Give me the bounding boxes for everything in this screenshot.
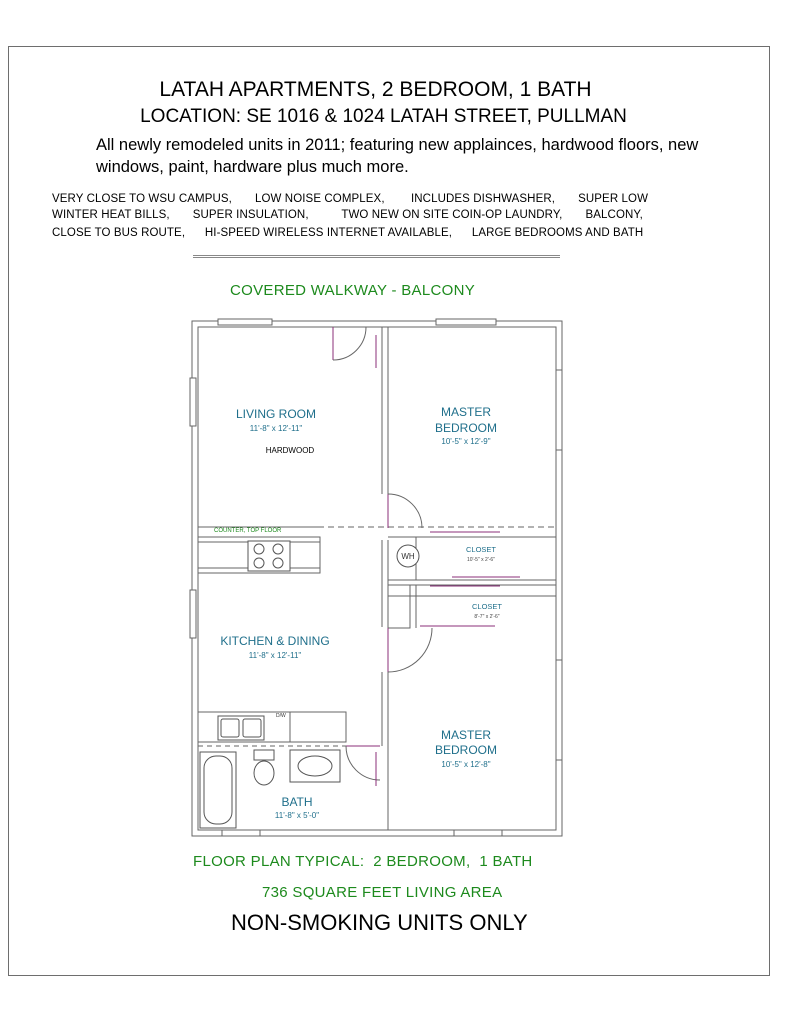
square-feet: 736 SQUARE FEET LIVING AREA bbox=[262, 884, 503, 901]
master-bedroom-2-label-line2: BEDROOM bbox=[434, 743, 498, 757]
closet-1-label: CLOSET bbox=[465, 545, 497, 554]
bath-label: BATH bbox=[281, 795, 313, 809]
page-title: LATAH APARTMENTS, 2 BEDROOM, 1 BATH bbox=[159, 78, 592, 101]
bath-dims: 11'-8" x 5'-0" bbox=[274, 811, 320, 820]
master-bedroom-2-dims: 10'-5" x 12'-8" bbox=[441, 760, 491, 769]
features-line-1: VERY CLOSE TO WSU CAMPUS, LOW NOISE COMPLEX, INCLUDES DISHWASHER, SUPER LOW bbox=[52, 193, 649, 205]
hardwood-label: HARDWOOD bbox=[265, 446, 315, 455]
location-line: LOCATION: SE 1016 & 1024 LATAH STREET, PULLMAN bbox=[140, 106, 627, 127]
walls bbox=[192, 321, 562, 836]
covered-walkway-label: COVERED WALKWAY - BALCONY bbox=[230, 282, 476, 299]
stove bbox=[248, 541, 290, 571]
kitchen-dims: 11'-8" x 12'-11" bbox=[248, 651, 302, 660]
closet-2-dims: 8'-7" x 2'-6" bbox=[474, 614, 500, 620]
non-smoking-notice: NON-SMOKING UNITS ONLY bbox=[231, 910, 528, 935]
features-line-2: WINTER HEAT BILLS, SUPER INSULATION, TWO NEW ON SITE COIN-OP LAUNDRY, BALCONY, bbox=[52, 209, 643, 221]
master-bedroom-1-dims: 10'-5" x 12'-9" bbox=[441, 437, 491, 446]
master-bedroom-1-label-line2: BEDROOM bbox=[434, 421, 498, 435]
intro-paragraph: All newly remodeled units in 2011; featuring new applainces, hardwood floors, new windows, paint, hardware plus much more. bbox=[96, 136, 699, 176]
living-room-label: LIVING ROOM bbox=[235, 407, 317, 421]
features-line-3: CLOSE TO BUS ROUTE, HI-SPEED WIRELESS INTERNET AVAILABLE, LARGE BEDROOMS AND BATH bbox=[52, 227, 644, 239]
floor-plan-typical: FLOOR PLAN TYPICAL: 2 BEDROOM, 1 BATH bbox=[193, 853, 533, 870]
master-bedroom-2-label-line1: MASTER bbox=[440, 728, 492, 742]
closet-1-dims: 10'-5" x 2'-6" bbox=[467, 557, 495, 563]
living-room-dims: 11'-8" x 12'-11" bbox=[249, 424, 303, 433]
counter-note: COUNTER, TOP FLOOR bbox=[214, 528, 282, 534]
kitchen-sink bbox=[218, 716, 264, 740]
water-heater-label: WH bbox=[401, 552, 415, 561]
closet-2-label: CLOSET bbox=[471, 602, 503, 611]
master-bedroom-1-label-line1: MASTER bbox=[440, 405, 492, 419]
dishwasher-label: D/W bbox=[276, 713, 286, 719]
kitchen-label: KITCHEN & DINING bbox=[220, 634, 330, 648]
